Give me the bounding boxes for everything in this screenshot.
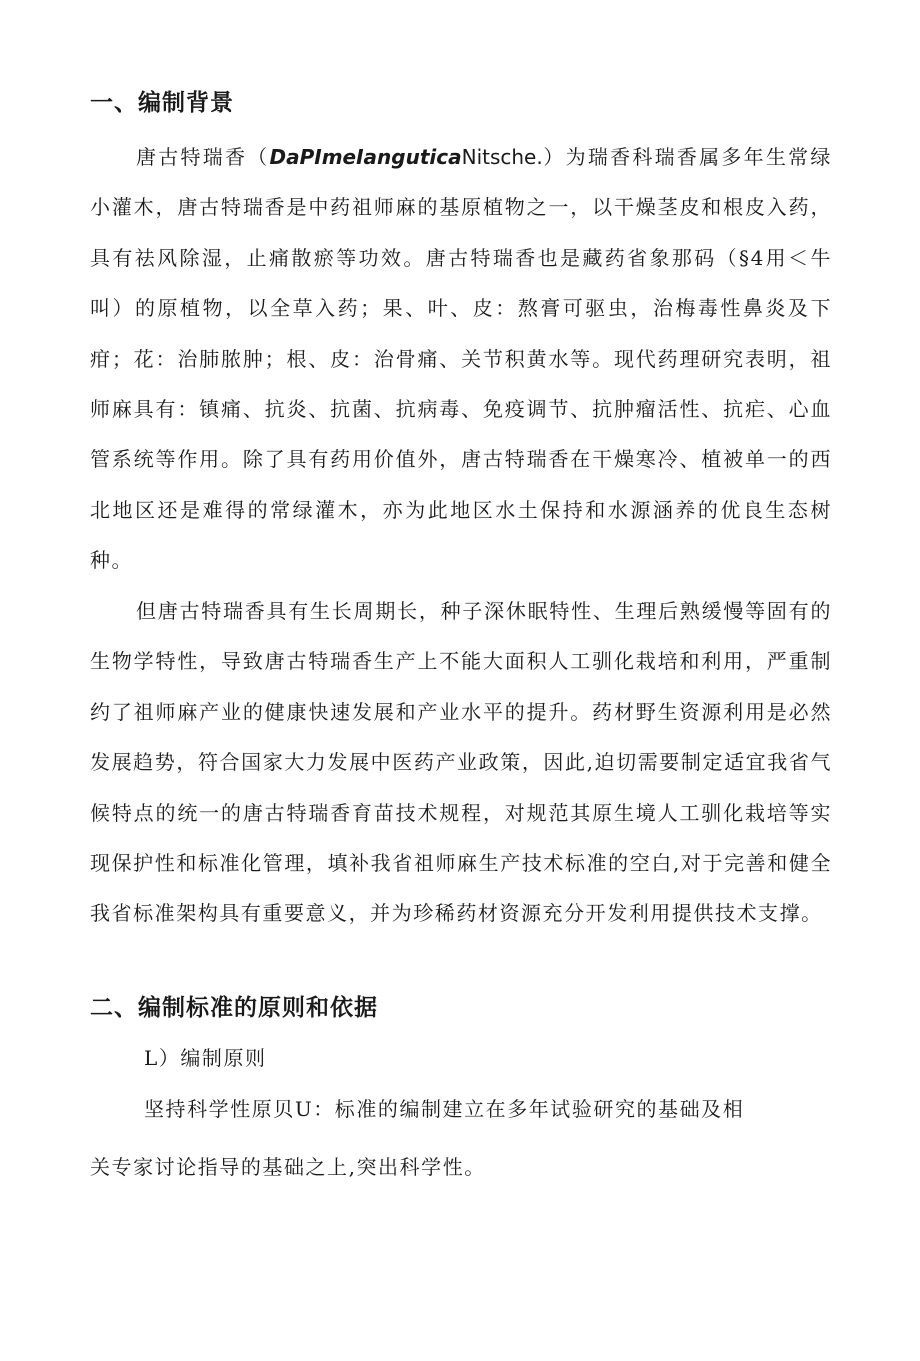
para1-rest: ）为瑞香科瑞香属多年生常绿小灌木，唐古特瑞香是中药祖师麻的基原植物之一，以干燥茎皮和根皮入药，具有祛风除湿，止痛散瘀等功效。唐古特瑞香也是藏药省象那码（§4用＜牛叫）的原植物，以全草入药；果、叶、皮：熬膏可驱虫，治梅毒性鼻炎及下疳；花：治肺脓肿；根、皮：治骨痛、关节积黄水等。现代药理研究表明，祖师麻具有：镇痛、抗炎、抗菌、抗病毒、免疫调节、抗肿瘤活性、抗疟、心血管系统等作用。除了具有药用价值外，唐古特瑞香在干燥寒冷、植被单一的西北地区还是难得的常绿灌木，亦为此地区水土保持和水源涵养的优良生态树种。 [90,145,832,573]
principle-line-2: 关专家讨论指导的基础之上,突出科学性。 [90,1155,486,1179]
species-name-italic: DaPImeIangutica [269,145,462,169]
para1-lead: 唐古特瑞香（ [136,145,270,169]
author-abbreviation: Nitsche. [461,145,543,169]
subheading-compilation-principles: L）编制原则 [144,1046,267,1070]
principle-line-1: 坚持科学性原贝U：标准的编制建立在多年试验研究的基础及相 [144,1097,745,1121]
paragraph-background-2: 但唐古特瑞香具有生长周期长，种子深休眠特性、生理后熟缓慢等固有的生物学特性，导致唐古特瑞香生产上不能大面积人工驯化栽培和利用，严重制约了祖师麻产业的健康快速发展和产业水平的提升。药材野生资源利用是必然发展趋势，符合国家大力发展中医药产业政策，因此,迫切需要制定适宜我省气候特点的统一的唐古特瑞香育苗技术规程，对规范其原生境人工驯化栽培等实现保护性和标准化管理，填补我省祖师麻生产技术标准的空白,对于完善和健全我省标准架构具有重要意义，并为珍稀药材资源充分开发利用提供技术支撑。 [90,599,832,926]
section-heading-background: 一、编制背景 [90,90,234,116]
paragraph-background-1 [90,132,832,586]
section-heading-principles: 二、编制标准的原则和依据 [90,995,378,1021]
